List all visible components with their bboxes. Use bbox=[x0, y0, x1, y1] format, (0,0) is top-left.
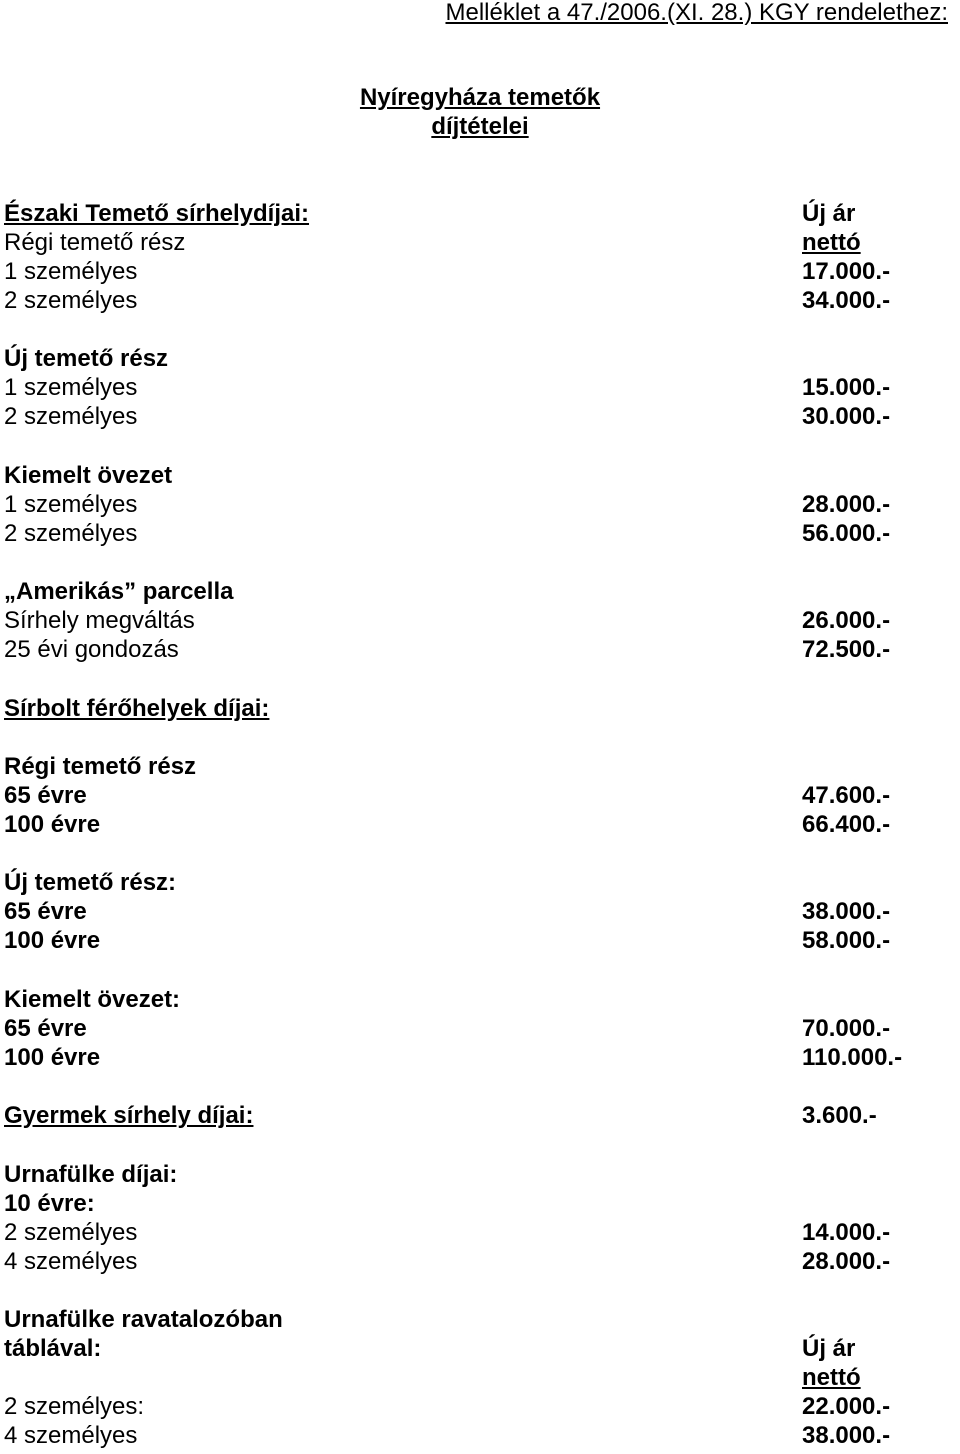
urn-4-price: 28.000.- bbox=[802, 1248, 891, 1275]
urn-hall-4-price: 38.000.- bbox=[802, 1422, 891, 1449]
crypt-new-65-price: 38.000.- bbox=[802, 898, 891, 925]
crypt-old-part-label: Régi temető rész bbox=[4, 753, 197, 780]
old-2-price: 34.000.- bbox=[802, 287, 891, 314]
featured-zone-label: Kiemelt övezet bbox=[4, 462, 173, 489]
urn-2-label: 2 személyes bbox=[4, 1219, 138, 1246]
care-price: 72.500.- bbox=[802, 636, 891, 663]
crypt-old-65-price: 47.600.- bbox=[802, 782, 891, 809]
new-2-price: 30.000.- bbox=[802, 403, 891, 430]
redemption-price: 26.000.- bbox=[802, 607, 891, 634]
new-2-label: 2 személyes bbox=[4, 403, 138, 430]
northern-heading: Északi Temető sírhelydíjai: bbox=[4, 200, 310, 227]
new-part-label: Új temető rész bbox=[4, 345, 169, 372]
old-part-label: Régi temető rész bbox=[4, 229, 186, 256]
net-label: nettó bbox=[802, 229, 861, 256]
urn-hall-heading-line1: Urnafülke ravatalozóban bbox=[4, 1306, 283, 1333]
feat-2-label: 2 személyes bbox=[4, 520, 138, 547]
urn-4-label: 4 személyes bbox=[4, 1248, 138, 1275]
crypt-feat-65-price: 70.000.- bbox=[802, 1015, 891, 1042]
annex-reference: Melléklet a 47./2006.(XI. 28.) KGY rendelethez: bbox=[445, 0, 948, 26]
urn-period-label: 10 évre: bbox=[4, 1190, 95, 1217]
crypt-new-part-label: Új temető rész: bbox=[4, 869, 177, 896]
crypt-feat-100-price: 110.000.- bbox=[802, 1044, 903, 1071]
new-price-label: Új ár bbox=[802, 200, 856, 227]
crypt-heading: Sírbolt férőhelyek díjai: bbox=[4, 695, 270, 722]
new-1-label: 1 személyes bbox=[4, 374, 138, 401]
feat-2-price: 56.000.- bbox=[802, 520, 891, 547]
old-1-price: 17.000.- bbox=[802, 258, 891, 285]
feat-1-label: 1 személyes bbox=[4, 491, 138, 518]
urn-hall-2-price: 22.000.- bbox=[802, 1393, 891, 1420]
crypt-feat-65-label: 65 évre bbox=[4, 1015, 87, 1042]
old-2-label: 2 személyes bbox=[4, 287, 138, 314]
urn-heading: Urnafülke díjai: bbox=[4, 1161, 178, 1188]
urn-hall-heading-line2: táblával: bbox=[4, 1335, 102, 1362]
urn-hall-new-price-label: Új ár bbox=[802, 1335, 856, 1362]
redemption-label: Sírhely megváltás bbox=[4, 607, 195, 634]
old-1-label: 1 személyes bbox=[4, 258, 138, 285]
urn-hall-net-label: nettó bbox=[802, 1364, 861, 1391]
urn-hall-4-label: 4 személyes bbox=[4, 1422, 138, 1449]
crypt-new-100-price: 58.000.- bbox=[802, 927, 891, 954]
crypt-new-65-label: 65 évre bbox=[4, 898, 87, 925]
feat-1-price: 28.000.- bbox=[802, 491, 891, 518]
page-subtitle: díjtételei bbox=[431, 113, 529, 140]
crypt-new-100-label: 100 évre bbox=[4, 927, 101, 954]
page-title: Nyíregyháza temetők bbox=[359, 84, 601, 111]
urn-2-price: 14.000.- bbox=[802, 1219, 891, 1246]
child-heading: Gyermek sírhely díjai: bbox=[4, 1102, 254, 1129]
crypt-old-65-label: 65 évre bbox=[4, 782, 87, 809]
care-label: 25 évi gondozás bbox=[4, 636, 179, 663]
american-parcel-label: „Amerikás” parcella bbox=[4, 578, 234, 605]
crypt-featured-zone-label: Kiemelt övezet: bbox=[4, 986, 181, 1013]
crypt-old-100-price: 66.400.- bbox=[802, 811, 891, 838]
urn-hall-2-label: 2 személyes: bbox=[4, 1393, 145, 1420]
child-price: 3.600.- bbox=[802, 1102, 877, 1129]
crypt-old-100-label: 100 évre bbox=[4, 811, 101, 838]
crypt-feat-100-label: 100 évre bbox=[4, 1044, 101, 1071]
new-1-price: 15.000.- bbox=[802, 374, 891, 401]
